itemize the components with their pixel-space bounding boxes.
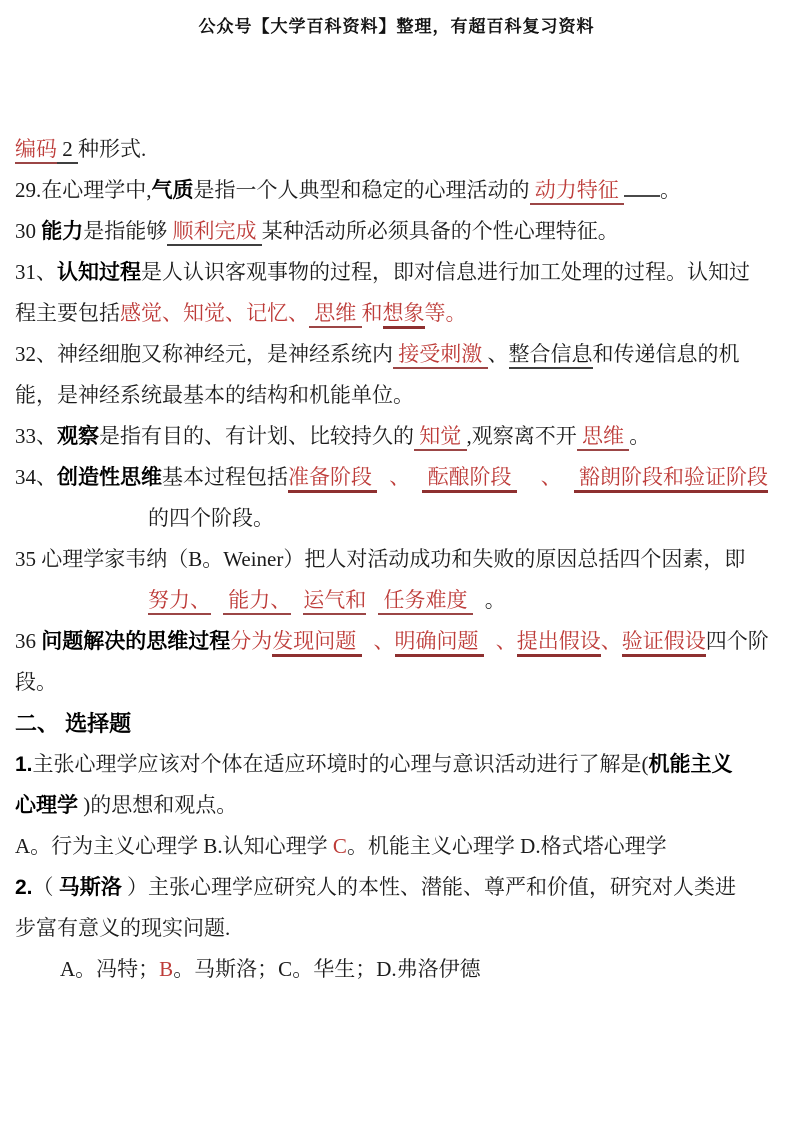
key-term: 观察: [57, 425, 99, 448]
text: 31、: [15, 260, 57, 284]
text: )的思想和观点。: [78, 793, 238, 817]
key-term: 能力: [41, 220, 84, 243]
text: （: [32, 875, 59, 899]
mc-question-1-line-1: [15, 744, 775, 785]
answer-blank: 知觉: [414, 424, 467, 451]
answer-in-brackets: 机能主义: [648, 753, 733, 776]
answer-text: 分为: [230, 629, 273, 653]
separator: 、: [600, 629, 622, 653]
text: 是指有目的、有计划、比较持久的: [99, 424, 414, 448]
text: 基本过程包括: [162, 465, 288, 489]
answer-blank: 验证假设: [622, 629, 706, 657]
question-34-line-1: [15, 457, 775, 498]
answer-blank: 思维: [577, 424, 630, 451]
blank-underline-extension: [624, 181, 660, 197]
question-32-line-2: 能，是神经系统最基本的结构和机能单位。: [15, 383, 414, 407]
text: 是指能够: [83, 219, 168, 243]
question-34-line-2: 的四个阶段。: [148, 506, 274, 530]
text: 、: [487, 342, 509, 366]
answer-blank: 发现问题: [272, 629, 361, 657]
mc-question-2-options: [15, 949, 775, 990]
answer-blank: 想象: [383, 301, 425, 329]
answer-blank: 努力、: [148, 588, 211, 615]
answer-blank: 思维: [309, 301, 362, 328]
question-number: 1.: [15, 753, 33, 776]
answer-blank: 准备阶段: [288, 465, 377, 493]
text: 是人认识客观事物的过程，即对信息进行加工处理的过程。认知过: [141, 260, 750, 284]
answer-blank: 运气和: [303, 588, 366, 615]
answer-blank: 任务难度: [378, 588, 473, 615]
answer-blank: 豁朗阶段和验证阶段: [574, 465, 768, 493]
text: 主张心理学应该对个体在适应环境时的心理与意识活动进行了解是(: [32, 752, 649, 776]
answer-blank-number: 2: [57, 137, 78, 164]
page-header-title: 公众号【大学百科资料】整理，有超百科复习资料: [198, 17, 595, 36]
key-term: 气质: [151, 179, 194, 202]
answer-blank: 接受刺激: [393, 342, 488, 369]
text: 和传递信息的机: [592, 342, 740, 366]
answer-blank: 动力特征: [530, 178, 625, 205]
text: 四个阶: [705, 629, 769, 653]
text: 36: [15, 629, 42, 653]
option-text: 。马斯洛；C。华生；D.弗洛伊德: [173, 957, 481, 981]
text: 30: [15, 219, 42, 243]
separator: 、: [373, 629, 395, 653]
question-31-line-1: [15, 252, 775, 293]
text: 34、: [15, 465, 57, 489]
option-text: A。行为主义心理学 B.认知心理学: [15, 834, 333, 858]
question-29: [15, 170, 775, 211]
question-30: [15, 211, 775, 252]
option-text: A。冯特；: [60, 957, 160, 981]
answer-blank-dark: 整合信息: [509, 342, 593, 369]
text: 。: [484, 588, 506, 612]
answer-blank: 酝酿阶段: [422, 465, 517, 493]
key-term: 创造性思维: [57, 466, 162, 489]
answer-blank: 明确问题: [395, 629, 484, 657]
section-title: 二、 选择题: [15, 711, 132, 736]
mc-question-1-line-2: [15, 785, 775, 826]
question-33: [15, 416, 775, 457]
answer-blank: 能力、: [223, 588, 291, 615]
separator: 、: [389, 465, 411, 489]
mc-question-2-line-1: [15, 867, 775, 908]
correct-option-letter: C: [332, 834, 347, 858]
text: ,观察离不开: [466, 424, 577, 448]
question-36-line-1: [15, 621, 775, 662]
question-35-line-1: 35 心理学家韦纳（B。Weiner）把人对活动成功和失败的原因总括四个因素，即: [15, 547, 746, 571]
key-term: 认知过程: [57, 261, 141, 284]
question-number: 2.: [15, 876, 33, 899]
text: 是指一个人典型和稳定的心理活动的: [193, 178, 530, 202]
section-2-heading: [15, 703, 775, 744]
text: 。: [629, 424, 651, 448]
answer-text: 和: [361, 301, 383, 325]
text: 29.在心理学中,: [15, 178, 152, 202]
question-36-line-2: 段。: [15, 670, 57, 694]
mc-question-1-options: [15, 826, 775, 867]
answer-in-brackets: 马斯洛: [58, 876, 122, 899]
answer-in-brackets: 心理学: [15, 794, 78, 817]
separator: 、: [540, 465, 562, 489]
answer-blank: 顺利完成: [167, 219, 262, 246]
question-35-line-2: [15, 580, 775, 621]
separator: 、: [495, 629, 517, 653]
fill-line-encoding: [15, 129, 775, 170]
correct-option-letter: B: [159, 957, 174, 981]
answer-text: 感觉、知觉、记忆、: [120, 301, 309, 325]
document-body: [0, 129, 793, 990]
answer-blank: 提出假设: [517, 629, 601, 657]
option-text: 。机能主义心理学 D.格式塔心理学: [346, 834, 667, 858]
text: ）主张心理学应研究人的本性、潜能、尊严和价值，研究对人类进: [121, 875, 737, 899]
text: 33、: [15, 424, 57, 448]
key-term: 问题解决的思维过程: [41, 630, 231, 653]
text: 某种活动所必须具备的个性心理特征。: [261, 219, 619, 243]
text: 种形式.: [78, 137, 147, 161]
question-32-line-1: [15, 334, 775, 375]
mc-question-2-line-2: 步富有意义的现实问题.: [15, 916, 231, 940]
answer-blank: 编码: [15, 137, 57, 164]
text: 。: [660, 178, 681, 202]
text: 程主要包括: [15, 301, 120, 325]
question-31-line-2: [15, 293, 775, 334]
text: 32、神经细胞又称神经元，是神经系统内: [15, 342, 393, 366]
answer-text: 等。: [424, 301, 467, 325]
